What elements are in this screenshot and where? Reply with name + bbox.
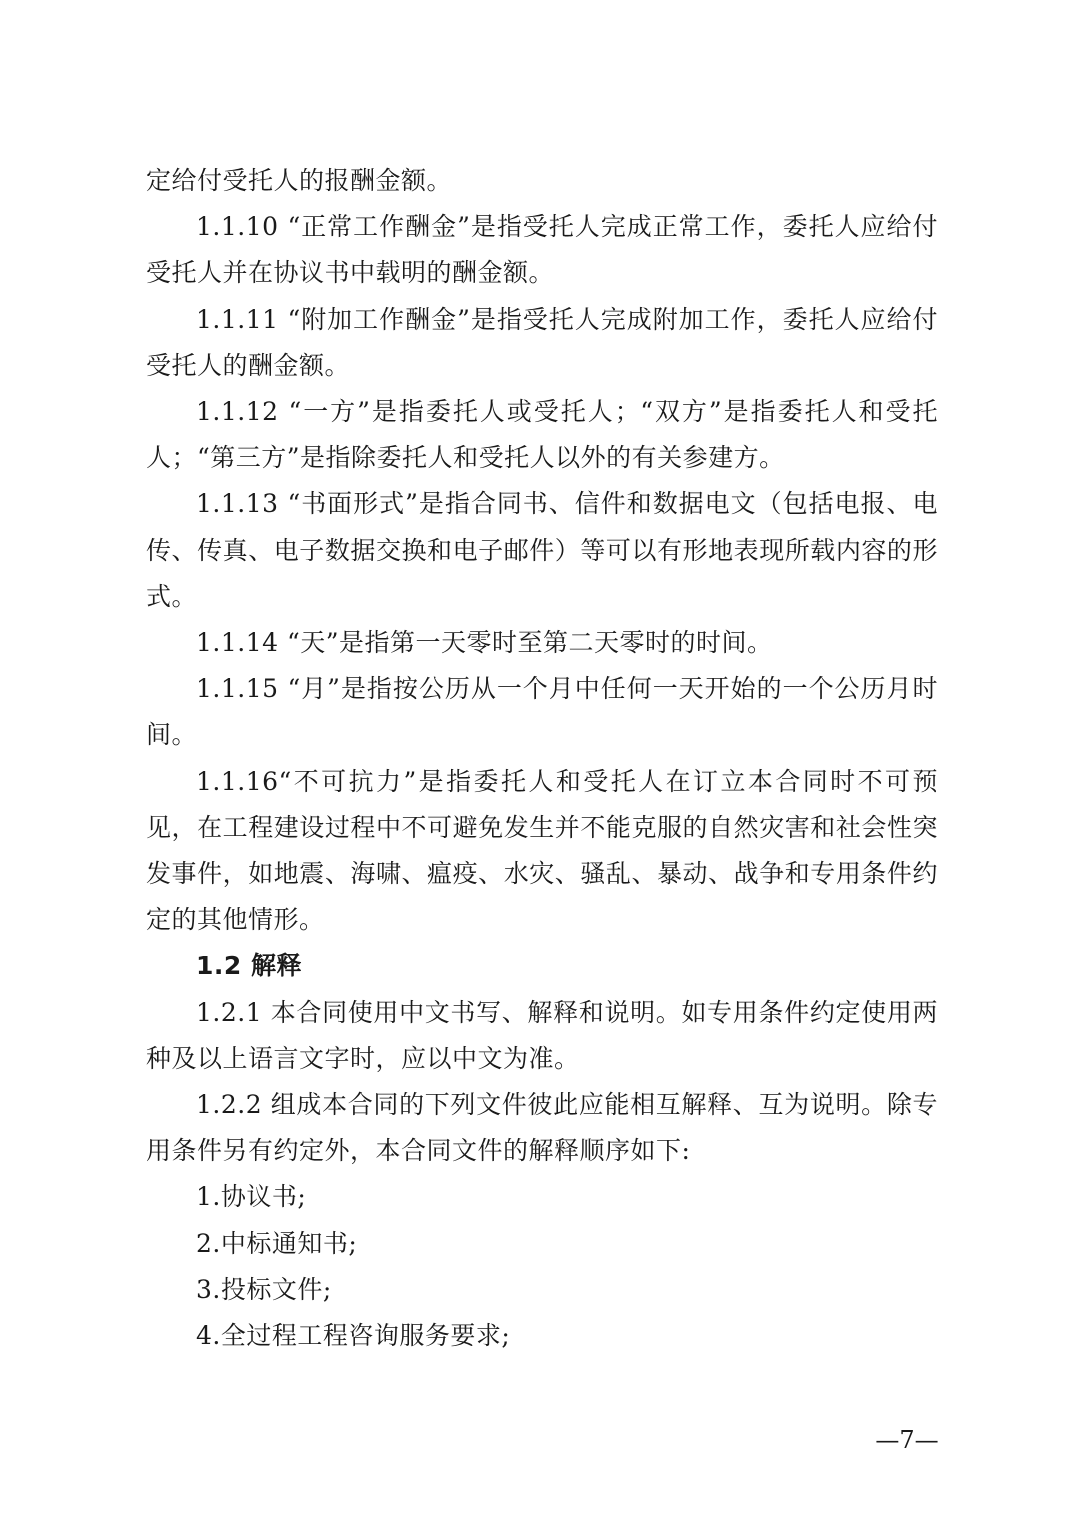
list-item-2: 2.中标通知书;: [196, 1228, 358, 1258]
clause-1-1-12: 1.1.12 “一方”是指委托人或受托人；“双方”是指委托人和受托人；“第三方”是指除委托人和受托人以外的有关参建方。: [146, 397, 938, 473]
list-item-3: 3.投标文件;: [196, 1274, 332, 1304]
clause-1-1-14: 1.1.14 “天”是指第一天零时至第二天零时的时间。: [196, 628, 773, 658]
clause-1-1-15: 1.1.15 “月”是指按公历从一个月中任何一天开始的一个公历月时间。: [146, 674, 938, 750]
paragraph-continuation: 定给付受托人的报酬金额。: [146, 166, 453, 195]
clause-1-2-2: 1.2.2 组成本合同的下列文件彼此应能相互解释、互为说明。除专用条件另有约定外，本合同文件的解释顺序如下:: [146, 1090, 938, 1166]
clause-1-2-1: 1.2.1 本合同使用中文书写、解释和说明。如专用条件约定使用两种及以上语言文字时，应以中文为准。: [146, 997, 938, 1073]
list-item-4: 4.全过程工程咨询服务要求;: [196, 1321, 511, 1351]
section-heading-1-2: 1.2 解释: [196, 951, 302, 981]
clause-1-1-11: 1.1.11 “附加工作酬金”是指受托人完成附加工作，委托人应给付受托人的酬金额。: [146, 304, 938, 380]
document-body: [146, 158, 938, 1359]
clause-1-1-13: 1.1.13 “书面形式”是指合同书、信件和数据电文（包括电报、电传、传真、电子数据交换和电子邮件）等可以有形地表现所载内容的形式。: [146, 489, 938, 611]
list-item-1: 1.协议书;: [196, 1182, 307, 1212]
clause-1-1-16: 1.1.16“不可抗力”是指委托人和受托人在订立本合同时不可预见，在工程建设过程中不可避免发生并不能克服的自然灾害和社会性突发事件，如地震、海啸、瘟疫、水灾、骚乱、暴动、战争和专用条件约定的其他情形。: [146, 766, 938, 935]
clause-1-1-10: 1.1.10 “正常工作酬金”是指受托人完成正常工作，委托人应给付受托人并在协议书中载明的酬金额。: [146, 212, 938, 288]
page-number: —7—: [875, 1426, 939, 1454]
